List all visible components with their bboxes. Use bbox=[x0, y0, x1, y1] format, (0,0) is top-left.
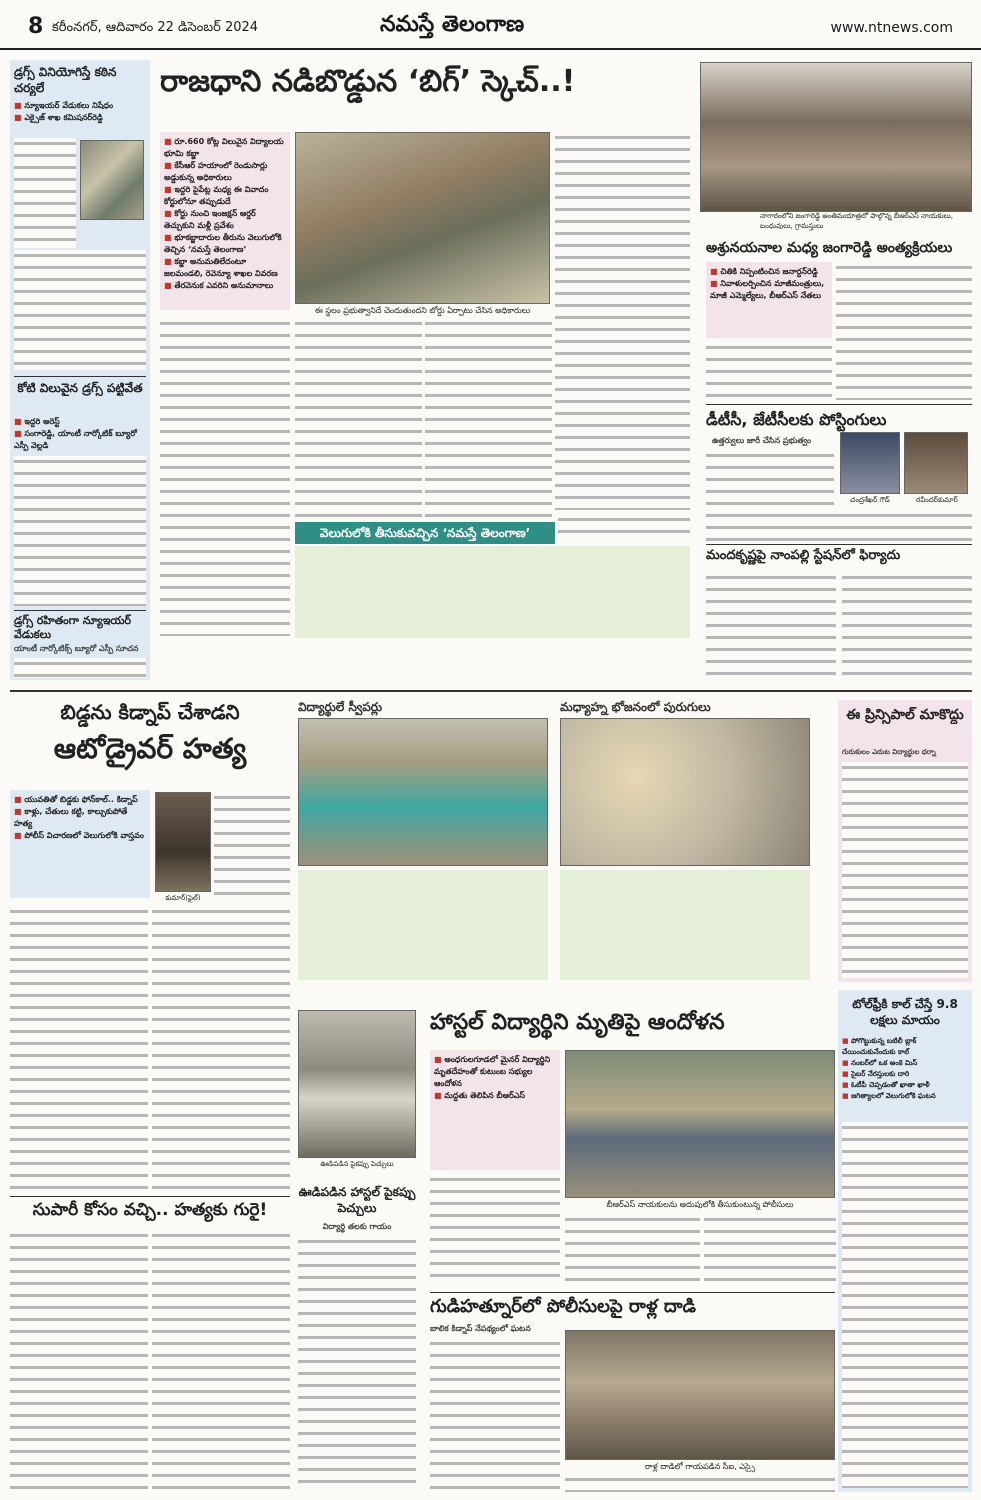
posting-subhead: ఉత్తర్వులు జారీ చేసిన ప్రభుత్వం bbox=[712, 436, 812, 445]
kidnap-headline-2: ఆటోడ్రైవర్‌ హత్య bbox=[53, 732, 247, 765]
toll-bullets: ■ పోగొట్టుకున్న బటిలీ బ్లాక్‌ చేయించుకునేందుకు కాల్‌ ■ నంబర్‌లో ఒక అంకె మిస్‌ ■ సైబర్‌ నేరస్తులకు దారి ■ ఓటీపీ చెప్పడంతో ఖాతా ఖాళీ ■ జగిత్యాలలో వెలుగులోకి ఘటన bbox=[842, 1036, 968, 1102]
kidnap-text-col-1 bbox=[10, 906, 148, 1194]
funeral-photo bbox=[700, 62, 972, 212]
toll-text bbox=[842, 1122, 968, 1488]
ceiling-text bbox=[298, 1236, 416, 1492]
hostel-text-col-2 bbox=[565, 1214, 700, 1286]
stone-text-tail bbox=[565, 1474, 835, 1492]
victim-photo-caption: కుమార్‌(ఫైల్‌) bbox=[165, 894, 201, 902]
rahit-headline: డ్రగ్స్‌ రహితంగా న్యూఇయర్‌ వేడుకలు bbox=[14, 614, 132, 641]
kidnap-bullets: ■ యువతితో బిడ్డకు ఫోన్‌కాల్‌.. కిడ్నాప్‌ ■ కాళ్లు, చేతులు కట్టి, కాల్చుకుపోతే హత్య ■ పోలీస్‌ విచారణలో వెలుగులోకి వాస్తవం bbox=[10, 790, 150, 898]
kidnap-text-col-0 bbox=[214, 792, 290, 902]
lead-headline: రాజధాని నడిబొడ్డున ‘బిగ్‌’ స్కెచ్‌..! bbox=[160, 64, 576, 99]
supari-text-col-1 bbox=[10, 1230, 148, 1492]
lead-text-col-2 bbox=[295, 318, 422, 518]
funeral-text-col-2 bbox=[836, 262, 972, 400]
lead-text-col-3 bbox=[425, 318, 552, 518]
police-complaint-headline: మందకృష్ణపై నాంపల్లి స్టేషన్‌లో ఫిర్యాదు bbox=[706, 548, 901, 563]
posting-text-col-1 bbox=[706, 450, 834, 508]
divider bbox=[706, 404, 972, 405]
newspaper-masthead: నమస్తే తెలంగాణ bbox=[380, 12, 525, 37]
posting-headline: డీటీసీ, జేటీసీలకు పోస్టింగులు bbox=[706, 410, 887, 429]
hostel-text-col-1 bbox=[430, 1174, 560, 1286]
principal-box bbox=[838, 700, 972, 982]
koti-headline: కోటి విలువైన డ్రగ్స్‌ పట్టివేత bbox=[17, 381, 143, 395]
lead-text-col-right bbox=[555, 132, 690, 510]
koti-article-text bbox=[14, 456, 146, 606]
commissioner-photo bbox=[80, 140, 144, 220]
police-text-col-1 bbox=[706, 572, 836, 682]
drugs-article-text-2 bbox=[14, 250, 146, 370]
stone-subhead: బాలిక కిడ్నాప్‌ నేపథ్యంలో ఘటన bbox=[430, 1324, 531, 1333]
principal-subhead: గురుకులం ఎదుట విద్యార్థుల ధర్నా bbox=[842, 748, 936, 756]
pool-kicker: విద్యార్థులే స్వీపర్లు bbox=[298, 700, 383, 714]
divider bbox=[430, 1292, 835, 1293]
meal-kicker: మధ్యాహ్న భోజనంలో పురుగులు bbox=[560, 700, 711, 714]
ceiling-photo bbox=[298, 1010, 416, 1158]
lead-photo bbox=[295, 132, 550, 304]
hostel-headline: హాస్టల్‌ విద్యార్థిని మృతిపై ఆందోళన bbox=[430, 1010, 725, 1035]
lead-bullet-box: ■ రూ.660 కోట్ల విలువైన విద్యాలయ భూమి కబ్జా ■ కేసీఆర్‌ హయాంలో రెండుసార్లు అడ్డుకున్న అధికారులు ■ ఇద్దరి పైపేట్ల మధ్య ఈ వివాదం కోర్టులోనూ తప్పుడుదే ■ కోర్టు నుంచి ఇంజక్షన్‌ ఆర్డర్‌ తెచ్చుకుని మళ్లీ ప్రవేశం ■ భూకబ్జాదారుల తీరును వెలుగులోకి తెచ్చిన ‘నమస్తే తెలంగాణ’ ■ కబ్జా అనుమతిలేదంటూ జలమండలి, రెవెన్యూ శాఖల వివరణ ■ తేరవెనుక ఎవరిని అనుమానాలు bbox=[160, 132, 290, 310]
hostel-bullets: ■ అంధగులగూడలో మైనర్‌ విద్యార్థిని మృతదేహంతో కుటుంబ సభ్యుల ఆందోళన ■ మద్దతు తెలిపిన బీఆర్‌ఎస్‌ bbox=[430, 1050, 560, 1170]
stone-photo bbox=[565, 1330, 835, 1460]
pool-text bbox=[298, 870, 548, 980]
left-column bbox=[10, 60, 150, 680]
funeral-photo-caption: నాగారంలోని జంగారెడ్డి అంతిమయాత్రలో పాల్గొన్న బీఆర్‌ఎస్‌ నాయకులు, బంధువులు, గ్రామస్తులు bbox=[760, 212, 954, 230]
principal-text bbox=[842, 762, 968, 978]
officer-name-1: చంద్రశేఖర్‌ గౌడ్‌ bbox=[850, 496, 890, 504]
hostel-text-col-3 bbox=[704, 1214, 836, 1286]
ceiling-subhead: విద్యార్థి తలకు గాయం bbox=[322, 1222, 392, 1231]
pool-photo bbox=[298, 718, 548, 866]
drugs-headline: డ్రగ్స్‌ వినియోగిస్తే కఠిన చర్యలే bbox=[14, 65, 117, 95]
hostel-photo bbox=[565, 1050, 835, 1198]
funeral-text-col-1 bbox=[706, 342, 832, 400]
masthead-bar bbox=[0, 0, 981, 50]
page-number: 8 bbox=[28, 14, 44, 39]
rahit-subhead: యాంటీ నార్కోటిక్స్‌ బ్యూరో ఎస్పీ సూచన bbox=[14, 644, 139, 653]
stone-headline: గుడిహత్నూర్‌లో పోలీసులపై రాళ్ల దాడి bbox=[430, 1296, 696, 1317]
ceiling-photo-caption: ఊడిపడిన పైకప్పు పెచ్చులు bbox=[320, 1160, 394, 1168]
drugs-article-text bbox=[14, 138, 76, 248]
stone-photo-caption: రాళ్ల దాడిలో గాయపడిన సీఐ, ఎస్సై bbox=[645, 1462, 755, 1471]
officer-name-2: రవీందర్‌కుమార్‌ bbox=[916, 496, 958, 504]
lead-text-tail bbox=[558, 514, 690, 542]
toll-headline: టోల్‌ఫ్రీకి కాల్‌ చేస్తే 9.8 లక్షలు మాయం bbox=[852, 997, 958, 1027]
lead-text-col-1 bbox=[160, 318, 290, 636]
lead-box-title: వెలుగులోకి తీసుకువచ్చిన ‘నమస్తే తెలంగాణ’ bbox=[295, 522, 555, 544]
kidnap-headline-1: బిడ్డను కిడ్నాప్‌ చేశాడని bbox=[60, 700, 240, 724]
ceiling-headline: ఊడిపడిన హాస్టల్‌ పైకప్పు పెచ్చులు bbox=[298, 1185, 416, 1215]
rahit-article-text bbox=[14, 658, 146, 678]
section-divider bbox=[10, 690, 972, 692]
funeral-bullets: ■ చితికి నిప్పంటించిన జనార్దన్‌రెడ్డి ■ నివాళులర్పించిన మాజీమంత్రులు, మాజీ ఎమ్మెల్యేలు, బీఆర్‌ఎస్‌ నేతలు bbox=[706, 262, 832, 338]
supari-text-col-2 bbox=[152, 1230, 290, 1492]
lead-photo-caption: ఈ స్థలం ప్రభుత్వానిదే చెందుతుందని బోర్డు ఏర్పాటు చేసిన అధికారులు bbox=[314, 306, 531, 315]
officer-photo-2 bbox=[904, 432, 968, 494]
officer-photo-1 bbox=[840, 432, 900, 494]
meal-text bbox=[560, 870, 810, 980]
supari-headline: సుపారీ కోసం వచ్చి.. హత్యకు గురై! bbox=[32, 1200, 268, 1220]
meal-photo bbox=[560, 718, 810, 866]
police-text-col-2 bbox=[842, 572, 972, 682]
dateline: కరీంనగర్‌, ఆదివారం 22 డిసెంబర్‌ 2024 bbox=[52, 20, 259, 35]
divider bbox=[14, 610, 146, 611]
posting-text-tail bbox=[706, 510, 972, 542]
toll-box bbox=[838, 990, 972, 1492]
website-link[interactable]: www.ntnews.com bbox=[830, 20, 953, 36]
divider bbox=[14, 376, 146, 377]
koti-bullets: ■ ఇద్దరి అరెస్ట్‌ ■ సంగారెడ్డి, యాంటీ నార్కోటిక్‌ బ్యూరో ఎస్పీ వెల్లడి bbox=[14, 416, 146, 452]
hostel-photo-caption: బీఆర్‌ఎస్‌ నాయకులను అదుపులోకి తీసుకుంటున్న పోలీసులు bbox=[606, 1200, 794, 1209]
kidnap-text-col-2 bbox=[152, 906, 290, 1194]
divider bbox=[706, 544, 972, 545]
divider bbox=[10, 1196, 290, 1197]
drugs-bullets: ■ న్యూఇయర్‌ వేడుకలు నిషేధం ■ ఎక్సైజ్‌ శాఖ కమిషనర్‌రెడ్డి bbox=[14, 100, 146, 124]
victim-photo bbox=[155, 792, 211, 892]
stone-text bbox=[430, 1338, 560, 1492]
funeral-headline: అశ్రునయనాల మధ్య జంగారెడ్డి అంత్యక్రియలు bbox=[706, 240, 953, 256]
principal-headline: ఈ ప్రిన్సిపాల్‌ మాకొద్దు bbox=[846, 707, 964, 723]
lead-box-text bbox=[295, 546, 690, 638]
